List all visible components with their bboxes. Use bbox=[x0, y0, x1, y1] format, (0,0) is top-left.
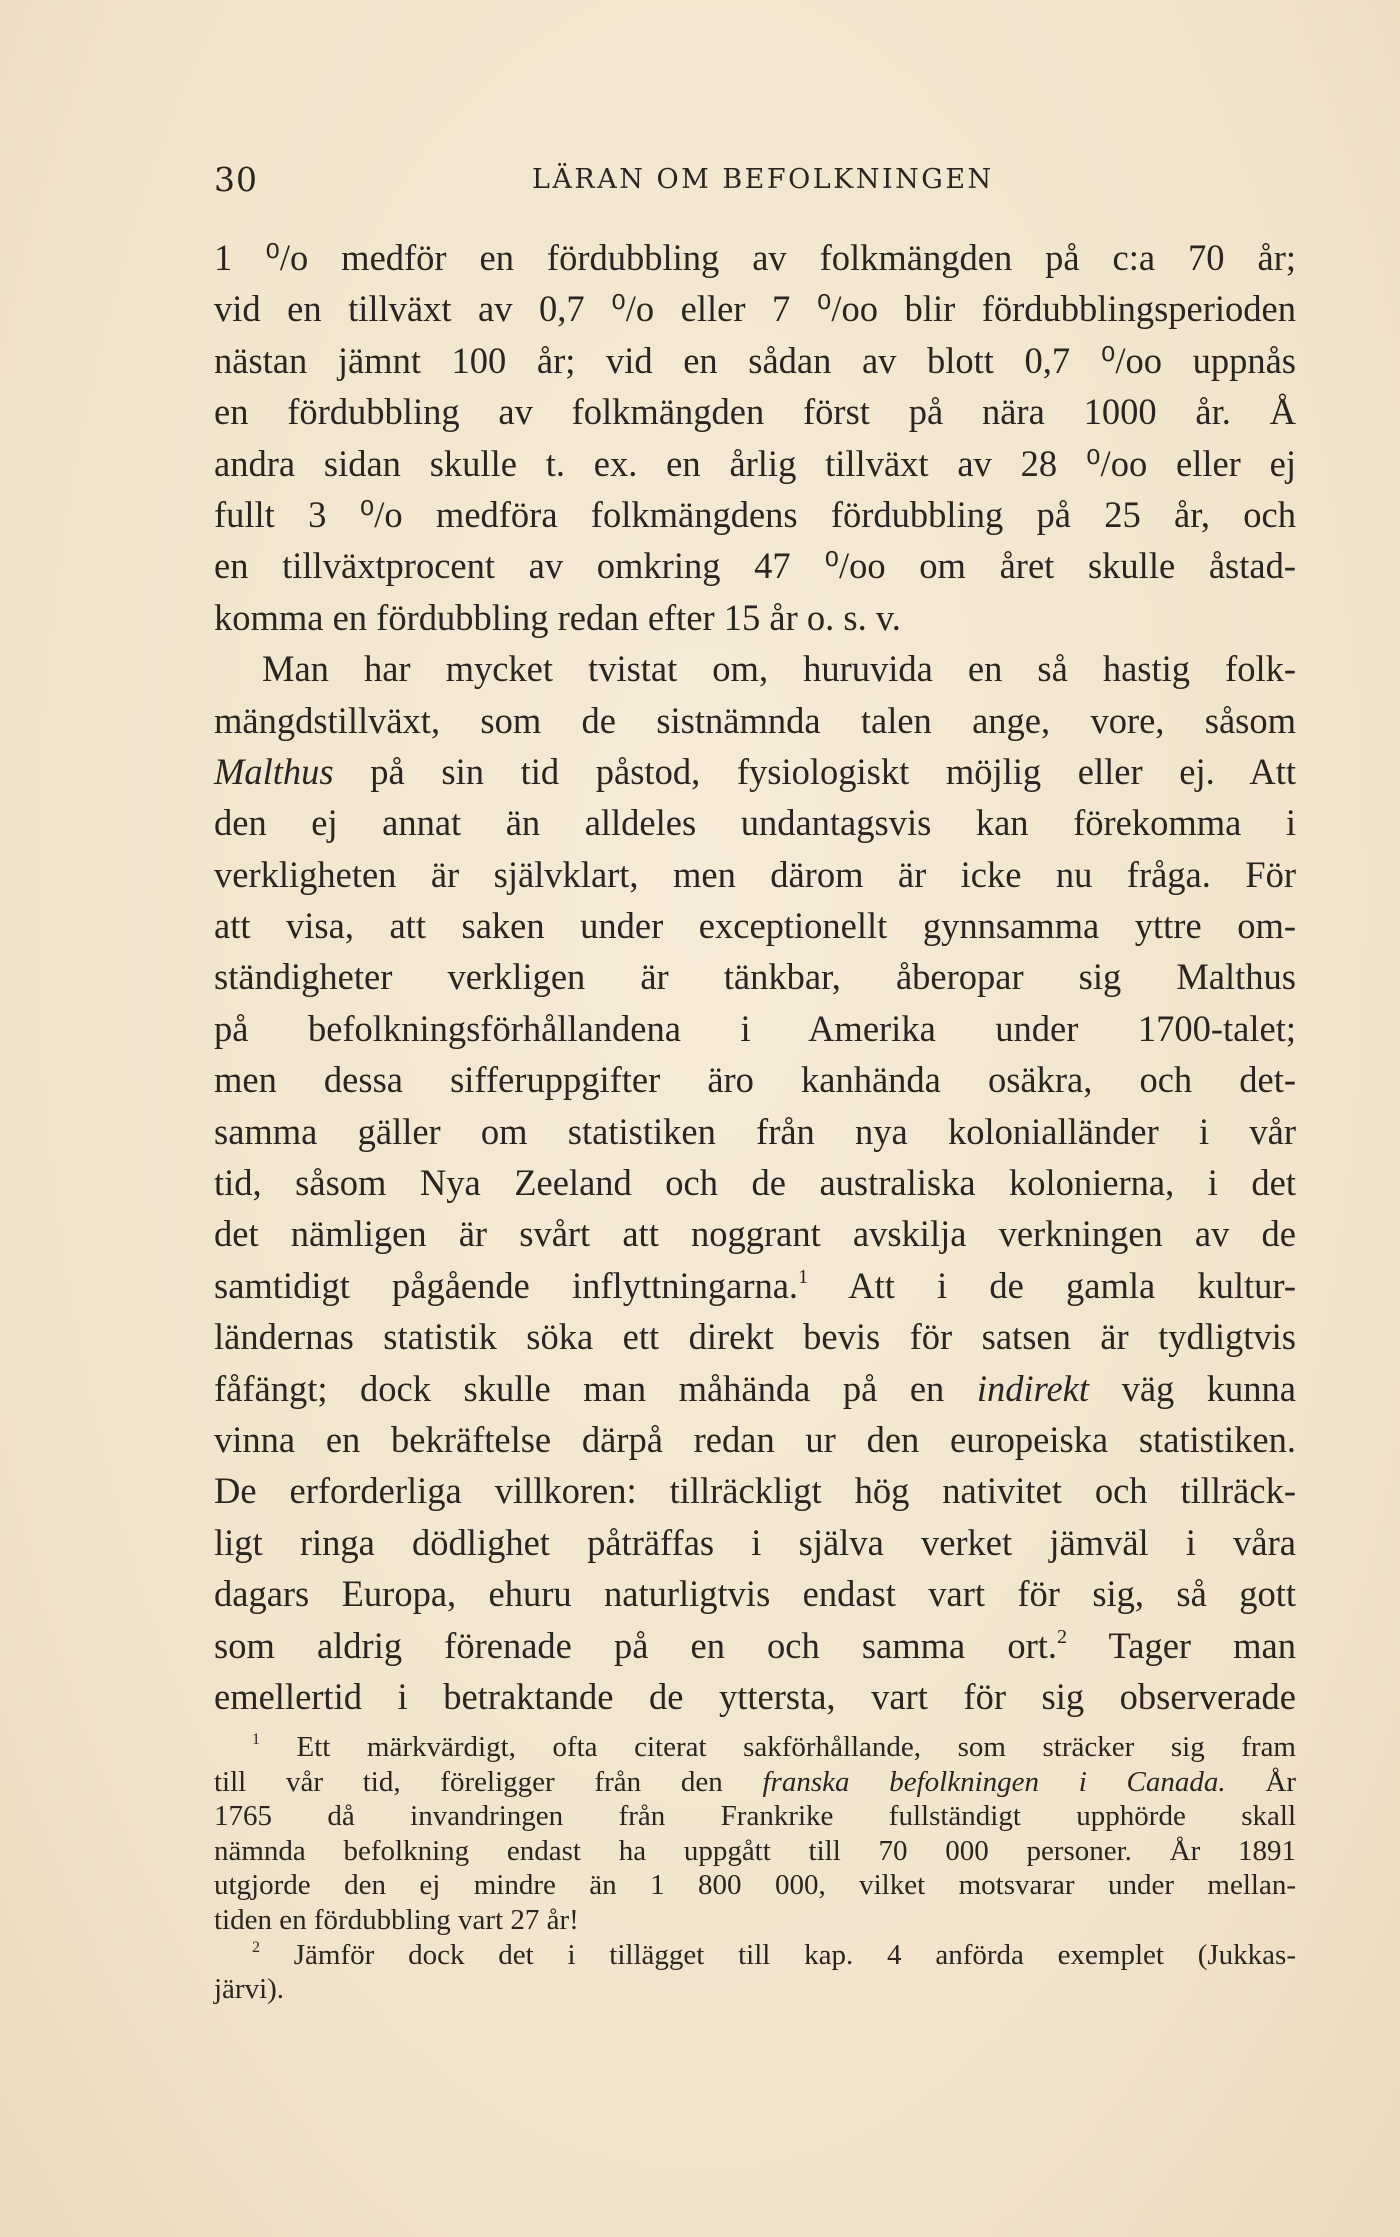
text-line: 1 ⁰/o medför en fördubbling av folkmängden på c:a 70 år; bbox=[214, 237, 1296, 278]
page-number: 30 bbox=[214, 160, 258, 199]
footnote-2-marker: 2 bbox=[252, 1938, 260, 1956]
text-line: ständigheter verkligen är tänkbar, åberopar sig Malthus bbox=[214, 956, 1296, 998]
text-line: den ej annat än alldeles undantagsvis kan förekomma i bbox=[214, 802, 1296, 844]
text-line: fullt 3 ⁰/o medföra folkmängdens fördubbling på 25 år, och bbox=[214, 493, 1296, 535]
text-line bbox=[214, 1363, 1296, 1414]
text-fragment: väg kunna bbox=[1121, 1367, 1296, 1409]
footnote-ref-2[interactable]: 2 bbox=[1057, 1625, 1068, 1648]
text-line: dagars Europa, ehuru naturligtvis endast vart för sig, så gott bbox=[214, 1573, 1296, 1615]
text-line: andra sidan skulle t. ex. en årlig tillväxt av 28 ⁰/oo eller ej bbox=[214, 442, 1296, 484]
footnote-1-line: tiden en fördubbling vart 27 år! bbox=[214, 1903, 579, 1936]
text-fragment: fåfängt; dock skulle man måhända på en bbox=[214, 1367, 945, 1409]
text-line: men dessa sifferuppgifter äro kanhända osäkra, och det- bbox=[214, 1059, 1296, 1101]
text-line bbox=[214, 746, 1296, 797]
text-fragment: Ett märkvärdigt, ofta citerat sakförhållande, som sträcker sig fram bbox=[296, 1731, 1296, 1763]
italic-franska: franska befolkningen i Canada. bbox=[762, 1765, 1226, 1798]
italic-indirekt: indirekt bbox=[976, 1367, 1090, 1409]
text-line bbox=[214, 1260, 1296, 1311]
text-fragment: Tager man bbox=[1108, 1624, 1296, 1666]
text-fragment: Jämför dock det i tillägget till kap. 4 anförda exemplet (Jukkas- bbox=[293, 1938, 1297, 1971]
footnotes bbox=[214, 1730, 1296, 2007]
footnote-2-line: järvi). bbox=[214, 1973, 285, 2006]
text-line: Man har mycket tvistat om, huruvida en så hastig folk- bbox=[262, 648, 1296, 690]
text-fragment: Att i de gamla kultur- bbox=[848, 1264, 1296, 1306]
footnote-2-line bbox=[214, 1938, 1296, 1973]
text-line: vinna en bekräftelse därpå redan ur den europeiska statistiken. bbox=[214, 1418, 1296, 1460]
footnote-1-line: utgjorde den ej mindre än 1 800 000, vilket motsvarar under mellan- bbox=[214, 1869, 1296, 1902]
text-line: nästan jämnt 100 år; vid en sådan av blott 0,7 ⁰/oo uppnås bbox=[214, 339, 1296, 381]
footnote-ref-1[interactable]: 1 bbox=[798, 1265, 809, 1288]
text-line: en tillväxtprocent av omkring 47 ⁰/oo om året skulle åstad- bbox=[214, 545, 1296, 587]
text-line: det nämligen är svårt att noggrant avskilja verkningen av de bbox=[214, 1213, 1296, 1255]
text-fragment: på sin tid påstod, fysiologiskt möjlig eller ej. Att bbox=[370, 750, 1296, 792]
text-fragment: som aldrig förenade på en och samma ort. bbox=[214, 1624, 1058, 1666]
text-fragment: År bbox=[1265, 1765, 1297, 1798]
text-line: verkligheten är självklart, men därom är icke nu fråga. För bbox=[214, 853, 1296, 895]
text-line bbox=[214, 1620, 1296, 1671]
footnote-1-line: 1765 då invandringen från Frankrike fullständigt upphörde skall bbox=[214, 1800, 1296, 1833]
text-line: på befolkningsförhållandena i Amerika under 1700-talet; bbox=[214, 1007, 1296, 1049]
text-line: emellertid i betraktande de yttersta, vart för sig observerade bbox=[214, 1675, 1296, 1717]
text-line: ligt ringa dödlighet påträffas i själva verket jämväl i våra bbox=[214, 1521, 1296, 1563]
footnote-1-marker: 1 bbox=[252, 1731, 260, 1749]
text-line: en fördubbling av folkmängden först på nära 1000 år. Å bbox=[214, 391, 1296, 433]
page-header bbox=[214, 160, 1296, 200]
footnote-1-line: nämnda befolkning endast ha uppgått till 70 000 personer. År 1891 bbox=[214, 1834, 1296, 1867]
footnote-1-line bbox=[214, 1730, 1296, 1765]
text-fragment: samtidigt pågående inflyttningarna. bbox=[214, 1264, 799, 1306]
text-line: mängdstillväxt, som de sistnämnda talen ange, vore, såsom bbox=[214, 699, 1296, 741]
text-line: ländernas statistik söka ett direkt bevis för satsen är tydligtvis bbox=[214, 1316, 1296, 1358]
text-line: att visa, att saken under exceptionellt gynnsamma yttre om- bbox=[214, 905, 1296, 947]
running-title: LÄRAN OM BEFOLKNINGEN bbox=[532, 164, 994, 195]
text-line: De erforderliga villkoren: tillräckligt hög nativitet och tillräck- bbox=[214, 1470, 1296, 1512]
text-line: samma gäller om statistiken från nya kolonialländer i vår bbox=[214, 1110, 1296, 1152]
footnote-1-line bbox=[214, 1765, 1296, 1800]
text-line: tid, såsom Nya Zeeland och de australiska kolonierna, i det bbox=[214, 1162, 1296, 1204]
body-text bbox=[214, 232, 1296, 1722]
text-line: komma en fördubbling redan efter 15 år o. s. v. bbox=[214, 596, 901, 638]
text-fragment: till vår tid, föreligger från den bbox=[214, 1765, 723, 1798]
text-line: vid en tillväxt av 0,7 ⁰/o eller 7 ⁰/oo blir fördubblingsperioden bbox=[214, 288, 1296, 330]
italic-malthus: Malthus bbox=[214, 750, 334, 792]
